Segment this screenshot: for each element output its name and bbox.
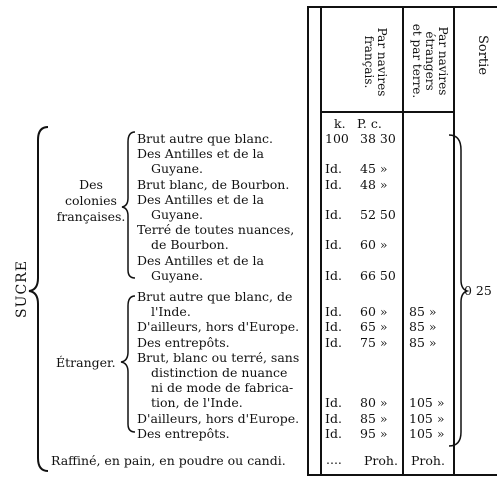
row-text: Des entrepôts. <box>137 425 230 441</box>
row-french-rate: 85 » <box>360 410 388 426</box>
row-french-rate: 95 » <box>360 425 388 441</box>
row-text: D'ailleurs, hors d'Europe. <box>137 319 300 335</box>
row-french-rate: 80 » <box>360 395 388 411</box>
row-text: ni de mode de fabrica- <box>151 380 294 396</box>
header-french-line2: français. <box>362 35 376 89</box>
row-foreign-rate: 105 » <box>409 425 445 441</box>
row-text: D'ailleurs, hors d'Europe. <box>137 410 300 426</box>
refined-foreign: Proh. <box>411 453 445 468</box>
row-weight: Id. <box>325 267 342 283</box>
row-text: Brut autre que blanc. <box>137 131 273 146</box>
row-french-rate: 45 » <box>360 161 388 177</box>
header-foreign-line1: Par navires <box>436 26 450 96</box>
row-weight: 100 <box>325 131 349 146</box>
brace-sortie <box>449 135 467 446</box>
header-french-line1: Par navires <box>375 27 389 97</box>
row-weight: Id. <box>325 425 342 441</box>
refined-french: Proh. <box>364 453 398 468</box>
row-text: Des Antilles et de la <box>137 252 264 268</box>
row-foreign-rate: 105 » <box>409 410 445 426</box>
colonies-label-line1: Des <box>79 177 103 192</box>
row-weight: Id. <box>325 207 342 222</box>
brace-colonies <box>122 132 135 278</box>
colonies-label-line3: françaises. <box>56 209 126 224</box>
row-weight: Id. <box>325 161 342 177</box>
row-weight: Id. <box>325 304 342 320</box>
row-text: Brut blanc, de Bourbon. <box>137 176 290 192</box>
unit-price: P. c. <box>357 116 382 131</box>
row-foreign-rate: 85 » <box>409 304 437 320</box>
row-weight: Id. <box>325 319 342 335</box>
row-text: Guyane. <box>151 207 203 222</box>
row-french-rate: 75 » <box>360 334 388 350</box>
row-foreign-rate: 105 » <box>409 395 445 411</box>
brace-sucre <box>29 127 48 471</box>
unit-weight: k. <box>334 116 346 131</box>
row-weight: Id. <box>325 395 342 411</box>
row-text: Des Antilles et de la <box>137 146 264 162</box>
row-text: Des Antilles et de la <box>137 191 264 207</box>
row-text: de Bourbon. <box>151 237 229 253</box>
row-french-rate: 48 » <box>360 176 388 192</box>
row-foreign-rate: 85 » <box>409 334 437 350</box>
brace-foreign <box>121 296 135 432</box>
refined-weight: .... <box>326 452 342 467</box>
row-french-rate: 66 50 <box>360 267 396 283</box>
header-foreign-line2: étrangers <box>423 31 437 91</box>
row-text: distinction de nuance <box>151 365 288 380</box>
sortie-value: 0 25 <box>464 283 492 298</box>
refined-label: Raffiné, en pain, en poudre ou candi. <box>51 453 286 468</box>
row-french-rate: 52 50 <box>360 207 396 222</box>
row-text: Brut, blanc ou terré, sans <box>137 349 300 365</box>
header-exit: Sortie <box>475 34 490 76</box>
row-french-rate: 60 » <box>360 304 388 320</box>
header-foreign-line3: et par terre. <box>410 23 424 99</box>
row-weight: Id. <box>325 334 342 350</box>
row-text: tion, de l'Inde. <box>151 395 243 411</box>
row-text: Des entrepôts. <box>137 334 230 350</box>
row-text: Terré de toutes nuances, <box>137 222 295 238</box>
row-text: Guyane. <box>151 161 203 177</box>
row-french-rate: 65 » <box>360 319 388 335</box>
row-text: Brut autre que blanc, de <box>137 289 293 304</box>
row-weight: Id. <box>325 237 342 253</box>
foreign-label: Étranger. <box>56 355 116 370</box>
row-french-rate: 60 » <box>360 237 388 253</box>
colonies-label-line2: colonies <box>65 193 117 208</box>
row-foreign-rate: 85 » <box>409 319 437 335</box>
row-weight: Id. <box>325 410 342 426</box>
row-french-rate: 38 30 <box>360 131 396 146</box>
row-text: l'Inde. <box>151 304 191 320</box>
group-label-sucre: SUCRE <box>14 260 30 318</box>
row-text: Guyane. <box>151 267 203 283</box>
row-weight: Id. <box>325 176 342 192</box>
